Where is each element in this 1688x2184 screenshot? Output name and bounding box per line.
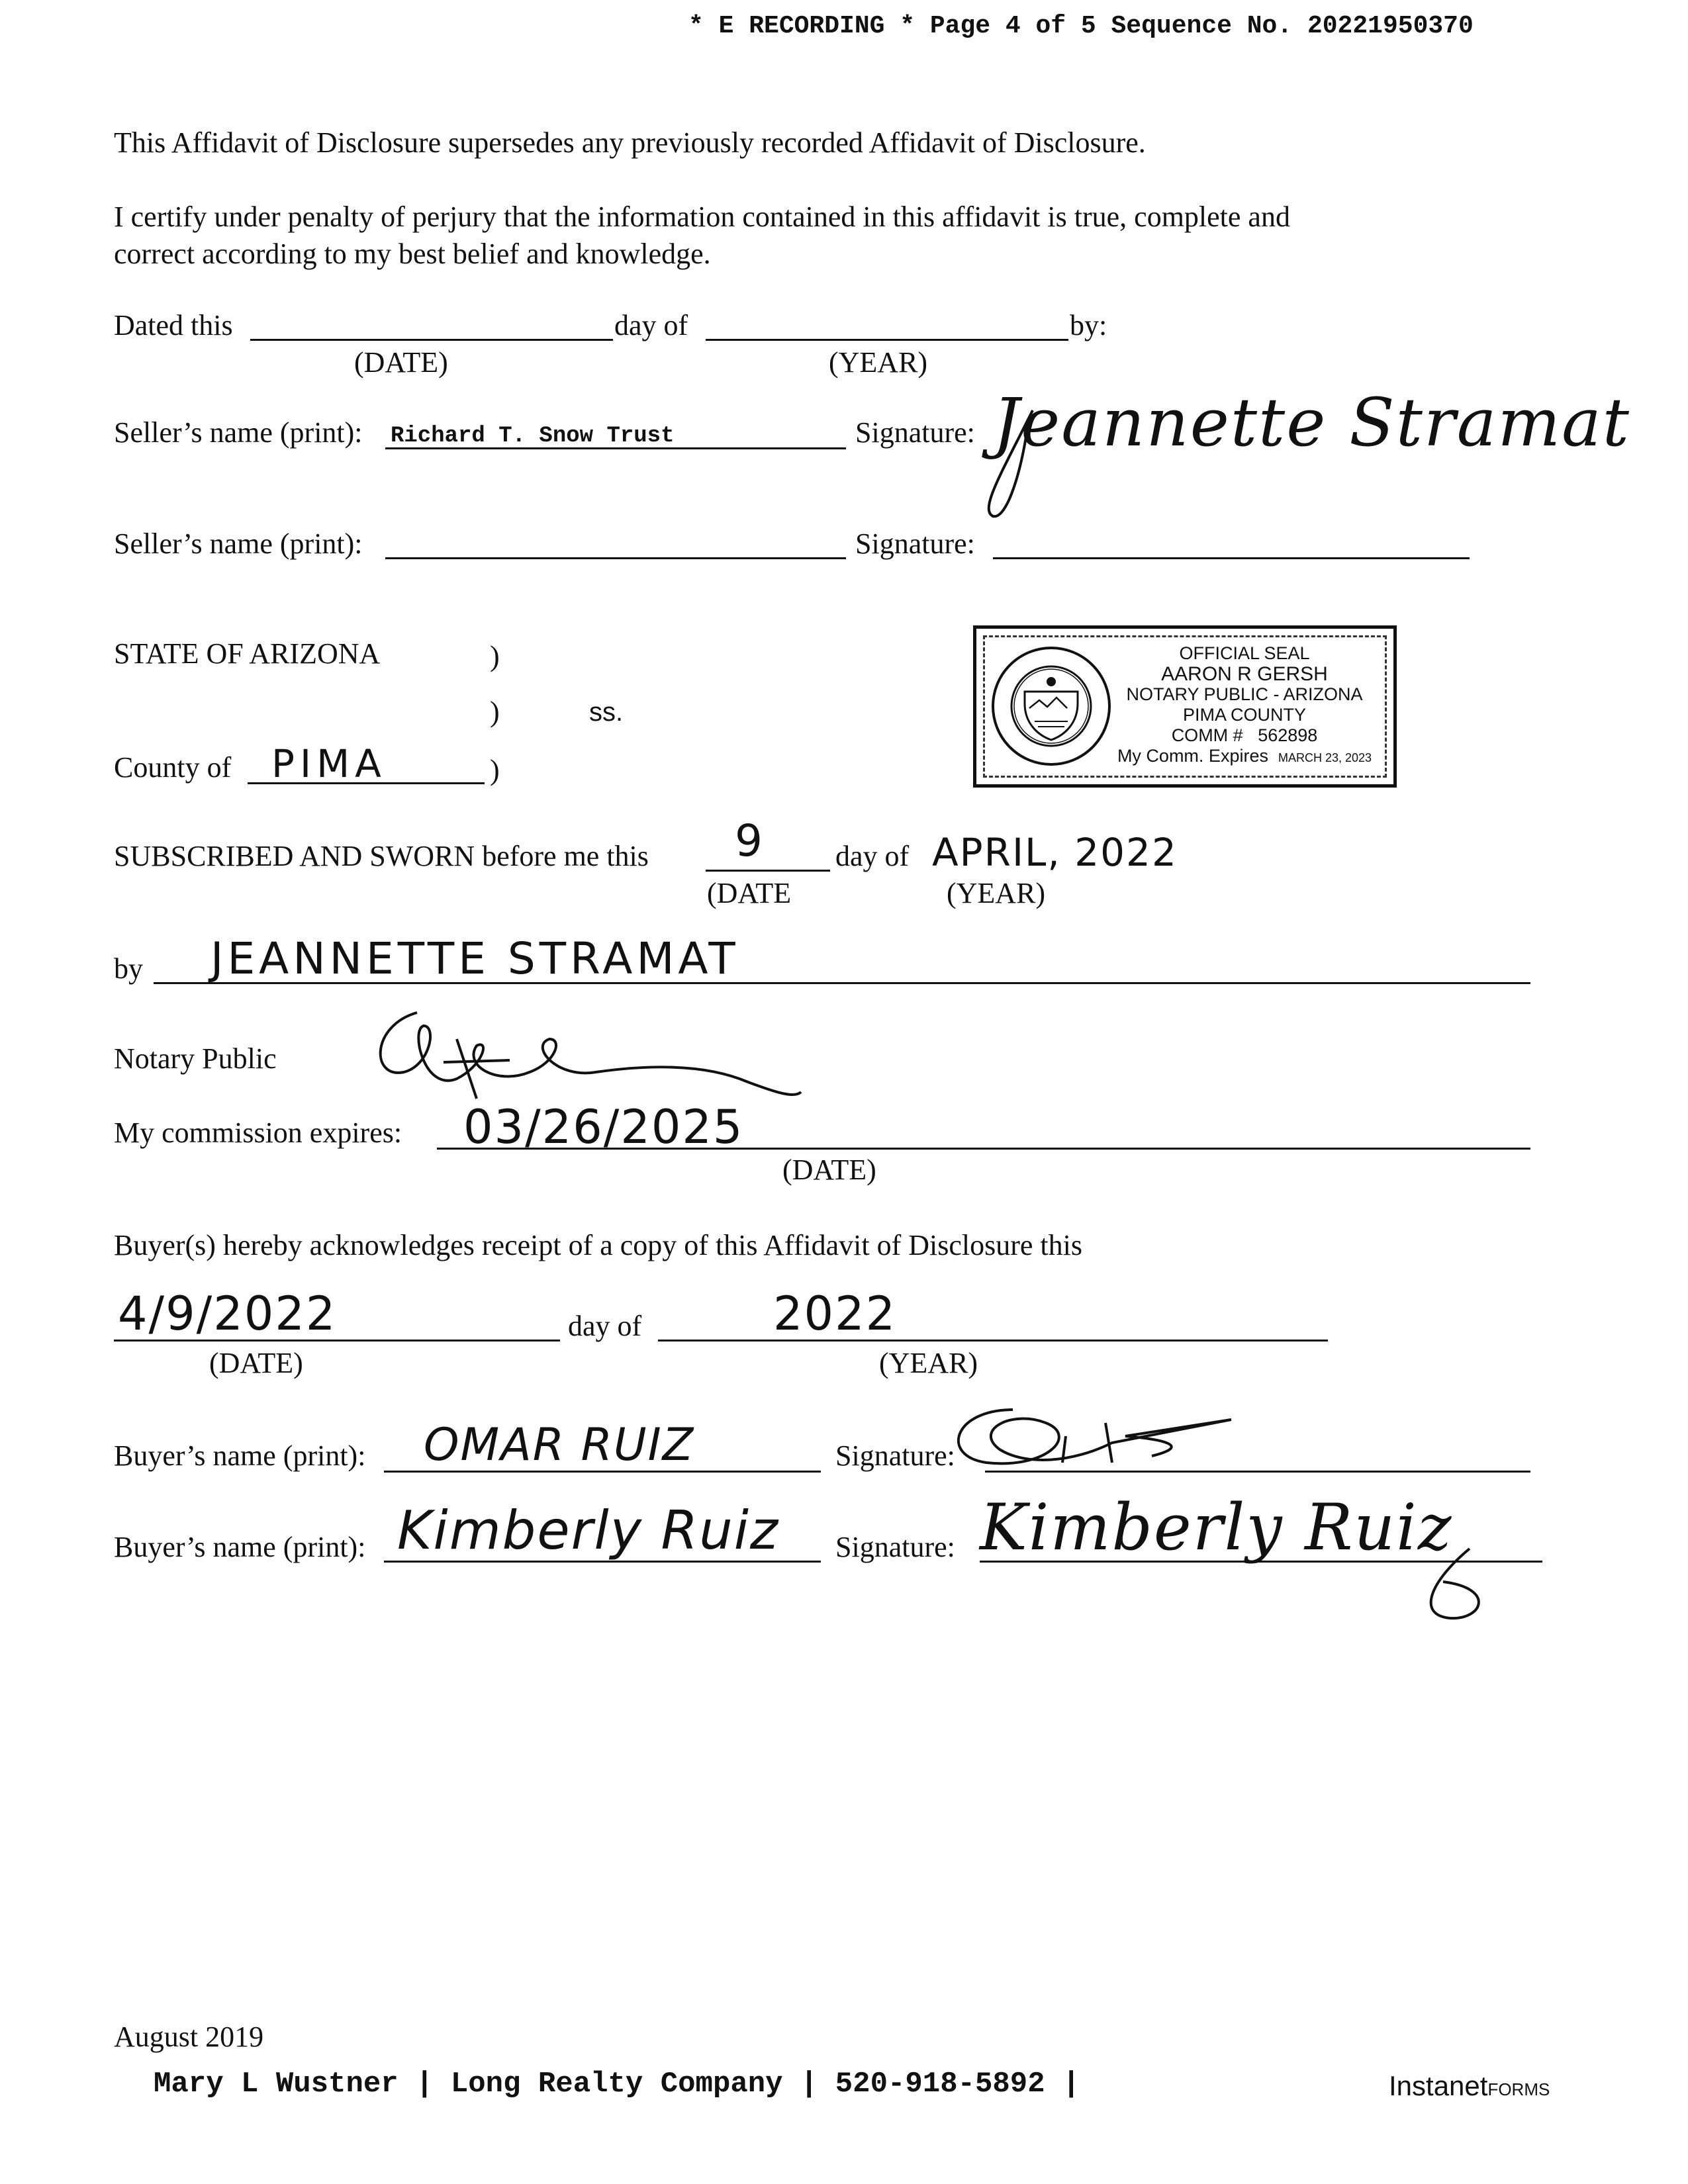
seal-comm <box>1102 725 1387 746</box>
certify-line-2: correct according to my best belief and knowledge. <box>114 238 711 270</box>
buyer-ack-date-caption: (DATE) <box>209 1347 303 1379</box>
seal-text <box>1102 643 1387 768</box>
dated-year-caption: (YEAR) <box>829 346 928 379</box>
seller-1-name-line[interactable] <box>385 447 846 449</box>
venue-paren-2: ) <box>490 696 500 728</box>
instanet-logo-b: FORMS <box>1487 2079 1550 2099</box>
instanet-logo <box>1389 2070 1550 2102</box>
form-date: August 2019 <box>114 2021 264 2053</box>
venue-paren-1: ) <box>490 640 500 672</box>
sworn-day-of: day of <box>835 840 910 872</box>
sworn-text: SUBSCRIBED AND SWORN before me this <box>114 840 649 872</box>
buyer-2-signature-loop <box>1403 1542 1503 1628</box>
seal-notary-public: NOTARY PUBLIC - ARIZONA <box>1126 684 1363 704</box>
seal-expires-label: My Comm. Expires <box>1117 746 1268 766</box>
sworn-by-line[interactable] <box>154 982 1530 984</box>
buyer-2-name-line[interactable] <box>384 1561 821 1563</box>
seal-official: OFFICIAL SEAL <box>1179 643 1310 663</box>
dated-by: by: <box>1070 309 1107 341</box>
buyer-1-signature <box>914 1396 1244 1489</box>
buyer-1-name-line[interactable] <box>384 1471 821 1473</box>
notary-seal <box>973 625 1397 788</box>
seller-1-signature: Jeannette Stramat <box>993 384 1630 461</box>
sworn-day: 9 <box>735 815 764 866</box>
commission-label: My commission expires: <box>114 1116 402 1149</box>
commission-date: 03/26/2025 <box>463 1100 744 1154</box>
buyer-ack-date-line[interactable] <box>114 1340 560 1342</box>
dated-date-caption: (DATE) <box>354 346 448 379</box>
county-label: County of <box>114 751 232 784</box>
seller-2-sig-label: Signature: <box>855 527 975 560</box>
certify-line-1: I certify under penalty of perjury that the information contained in this affidavit is true, complete and <box>114 201 1290 233</box>
buyer-1-label: Buyer’s name (print): <box>114 1439 366 1472</box>
seal-comm-number: 562898 <box>1258 725 1318 745</box>
seller-1-sig-label: Signature: <box>855 416 975 449</box>
buyer-ack-text: Buyer(s) hereby acknowledges receipt of a copy of this Affidavit of Disclosure this <box>114 1229 1082 1261</box>
buyer-ack-date: 4/9/2022 <box>118 1287 337 1341</box>
buyer-ack-day-of: day of <box>568 1310 642 1342</box>
dated-date-line[interactable] <box>250 339 613 341</box>
buyer-2-signature: Kimberly Ruiz <box>980 1490 1453 1565</box>
state-label: STATE OF ARIZONA <box>114 637 381 670</box>
buyer-2-label: Buyer’s name (print): <box>114 1531 366 1563</box>
county-name: PIMA <box>271 741 387 786</box>
buyer-1-sig-label: Signature: <box>835 1439 955 1472</box>
recording-header: * E RECORDING * Page 4 of 5 Sequence No. 20221950370 <box>688 12 1474 40</box>
dated-label: Dated this <box>114 309 233 341</box>
venue-paren-3: ) <box>490 754 500 786</box>
seal-comm-label: COMM # <box>1171 725 1243 745</box>
buyer-ack-year: 2022 <box>773 1287 897 1341</box>
supersede-text: This Affidavit of Disclosure supersedes any previously recorded Affidavit of Disclosure. <box>114 126 1146 159</box>
buyer-ack-year-caption: (YEAR) <box>879 1347 978 1379</box>
sworn-by-name: JEANNETTE STRAMAT <box>211 933 739 984</box>
seal-expires-date: MARCH 23, 2023 <box>1278 751 1372 764</box>
buyer-2-sig-label: Signature: <box>835 1531 955 1563</box>
commission-line[interactable] <box>437 1148 1530 1150</box>
agent-footer: Mary L Wustner | Long Realty Company | 520-918-5892 | <box>154 2068 1080 2101</box>
sworn-day-line[interactable] <box>706 870 830 872</box>
county-line[interactable] <box>248 782 485 784</box>
arizona-state-seal-icon <box>988 642 1114 771</box>
buyer-ack-year-line[interactable] <box>658 1340 1328 1342</box>
buyer-2-name: Kimberly Ruiz <box>397 1500 780 1561</box>
buyer-2-sig-line[interactable] <box>980 1561 1542 1563</box>
seal-county: PIMA COUNTY <box>1182 705 1307 725</box>
ss-label: ss. <box>589 698 624 727</box>
seal-notary-name: AARON R GERSH <box>1161 663 1328 685</box>
sworn-date-caption: (DATE <box>707 877 792 909</box>
buyer-1-name: OMAR RUIZ <box>424 1419 695 1471</box>
seller-2-label: Seller’s name (print): <box>114 527 363 560</box>
dated-day-of: day of <box>614 309 688 341</box>
seller-2-sig-line[interactable] <box>993 557 1470 559</box>
sworn-year-caption: (YEAR) <box>947 877 1046 909</box>
seller-2-name-line[interactable] <box>385 557 846 559</box>
commission-caption: (DATE) <box>782 1154 876 1186</box>
seal-expires <box>1102 746 1387 768</box>
instanet-logo-a: Instanet <box>1389 2070 1488 2101</box>
seller-1-label: Seller’s name (print): <box>114 416 363 449</box>
dated-year-line[interactable] <box>706 339 1068 341</box>
sworn-month-year: APRIL, 2022 <box>932 830 1178 875</box>
seller-1-name: Richard T. Snow Trust <box>391 424 675 449</box>
notary-public-label: Notary Public <box>114 1042 277 1075</box>
sworn-by-label: by <box>114 952 143 985</box>
buyer-1-sig-line[interactable] <box>985 1471 1530 1473</box>
seller-1-signature-flourish <box>973 397 1053 529</box>
